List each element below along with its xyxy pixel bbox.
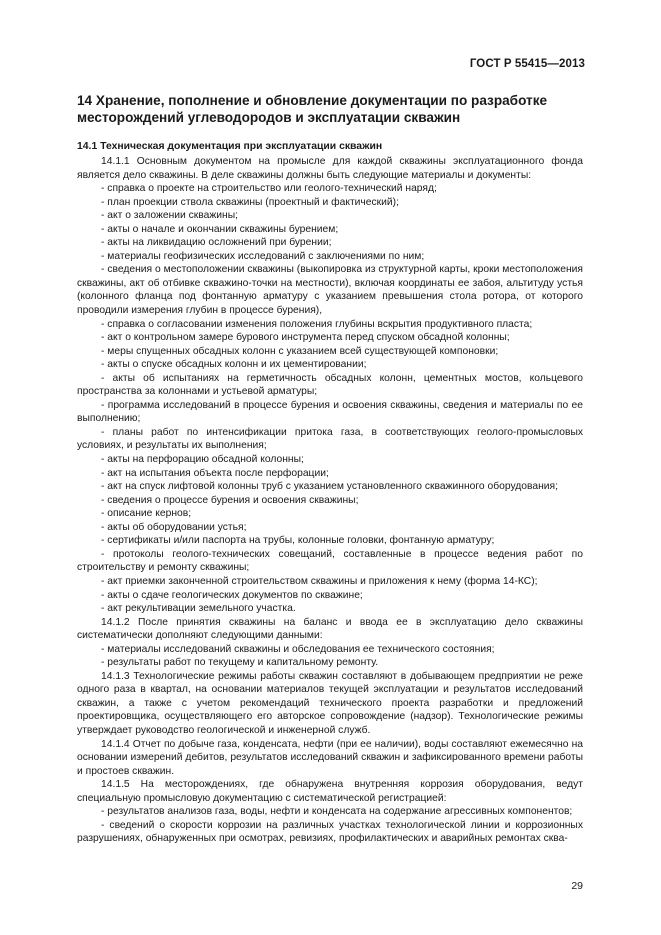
page-number: 29 — [571, 880, 583, 892]
paragraph: 14.1.5 На месторождениях, где обнаружена внутренняя коррозия оборудования, ведут специальную промысловую документацию с систематической регистрацией: — [77, 779, 583, 804]
list-item: - сведений о скорости коррозии на различных участках технологической линии и коррозионных разрушениях, обнаруженных при осмотрах, ревизиях, профилактических и аварийных ремонтах сква- — [77, 819, 583, 845]
list-item: - акт о заложении скважины; — [101, 210, 238, 222]
body-text — [77, 155, 583, 846]
list-item: - акт на спуск лифтовой колонны труб с указанием установленного скважинного оборудования; — [101, 481, 558, 493]
paragraph: 14.1.1 Основным документом на промысле для каждой скважины эксплуатационного фонда является дело скважины. В деле скважины должны быть следующие материалы и документы: — [77, 156, 583, 181]
paragraph: 14.1.4 Отчет по добыче газа, конденсата, нефти (при ее наличии), воды составляют ежемесячно на основании измерений дебитов, результатов исследований скважин и зафиксированного времени работы и простоев скважин. — [77, 738, 583, 777]
list-item: - сведения о местоположении скважины (выкопировка из структурной карты, кроки местоположения скважины, акт об отбивке скважино-точки на местности), включая координаты ее забоя, альтитуду устья (колонного фланца под фонтанную арматуру с указанием превышения стола ротора, от которого проводили измерения глубин в процессе бурения), — [77, 264, 583, 317]
list-item: - протоколы геолого-технических совещаний, составленные в процессе ведения работ по строительству и ремонту скважины; — [77, 548, 583, 574]
list-item: - материалы геофизических исследований с заключениями по ним; — [101, 250, 425, 262]
list-item: - сведения о процессе бурения и освоения скважины; — [101, 494, 359, 506]
paragraph: 14.1.2 После принятия скважины на баланс и ввода ее в эксплуатацию дело скважины систематически дополняют следующими данными: — [77, 616, 583, 642]
list-item: - акты об испытаниях на герметичность обсадных колонн, цементных мостов, кольцевого пространства за колоннами и устьевой арматуры; — [77, 372, 583, 398]
list-item: - план проекции ствола скважины (проектный и фактический); — [101, 196, 399, 208]
section-title: 14.1 Техническая документация при эксплуатации скважин — [77, 141, 383, 152]
list-item: - акты о начале и окончании скважины бурением; — [101, 223, 339, 235]
list-item: - программа исследований в процессе бурения и освоения скважины, сведения и материалы по ее выполнению; — [77, 399, 583, 425]
list-item: - акт на испытания объекта после перфорации; — [101, 467, 329, 479]
list-item: - описание кернов; — [101, 508, 192, 520]
list-item: - акты об оборудовании устья; — [101, 521, 247, 533]
list-item: - справка о проекте на строительство или геолого-технический наряд; — [101, 183, 437, 195]
list-item: - результаты работ по текущему и капитальному ремонту. — [101, 657, 379, 669]
list-item: - справка о согласовании изменения положения глубины вскрытия продуктивного пласта; — [101, 318, 533, 330]
list-item: - акты о спуске обсадных колонн и их цементировании; — [101, 359, 367, 371]
list-item: - планы работ по интенсификации притока газа, в соответствующих геолого-промысловых условиях, и результаты их выполнения; — [77, 426, 583, 452]
list-item: - акты на ликвидацию осложнений при бурении; — [101, 237, 332, 249]
list-item: - акты на перфорацию обсадной колонны; — [101, 454, 304, 466]
list-item: - меры спущенных обсадных колонн с указанием всей существующей компоновки; — [101, 345, 499, 357]
list-item: - материалы исследований скважины и обследования ее технического состояния; — [101, 643, 495, 655]
chapter-title: 14 Хранение, пополнение и обновление документации по разработке месторождений углеводородов и эксплуатации скважин — [77, 93, 548, 125]
list-item: - результатов анализов газа, воды, нефти и конденсата на содержание агрессивных компонентов; — [101, 806, 573, 818]
standard-id: ГОСТ Р 55415—2013 — [469, 58, 585, 70]
list-item: - акт приемки законченной строительством скважины и приложения к нему (форма 14-КС); — [101, 575, 538, 587]
paragraph: 14.1.3 Технологические режимы работы скважин составляют в добывающем предприятии не реже одного раза в квартал, на основании материалов текущей эксплуатации и результатов исследований скважин, а также с учетом рекомендаций технического проекта разработки и предложений проектировщика, осуществляющего его авторское сопровождение (надзор). Технологические режимы утверждает руководство геологической и инженерной служб. — [77, 670, 583, 736]
list-item: - акт рекультивации земельного участка. — [101, 603, 296, 615]
list-item: - сертификаты и/или паспорта на трубы, колонные головки, фонтанную арматуру; — [101, 535, 495, 547]
list-item: - акт о контрольном замере бурового инструмента перед спуском обсадной колонны; — [101, 332, 510, 344]
list-item: - акты о сдаче геологических документов по скважине; — [101, 589, 363, 601]
